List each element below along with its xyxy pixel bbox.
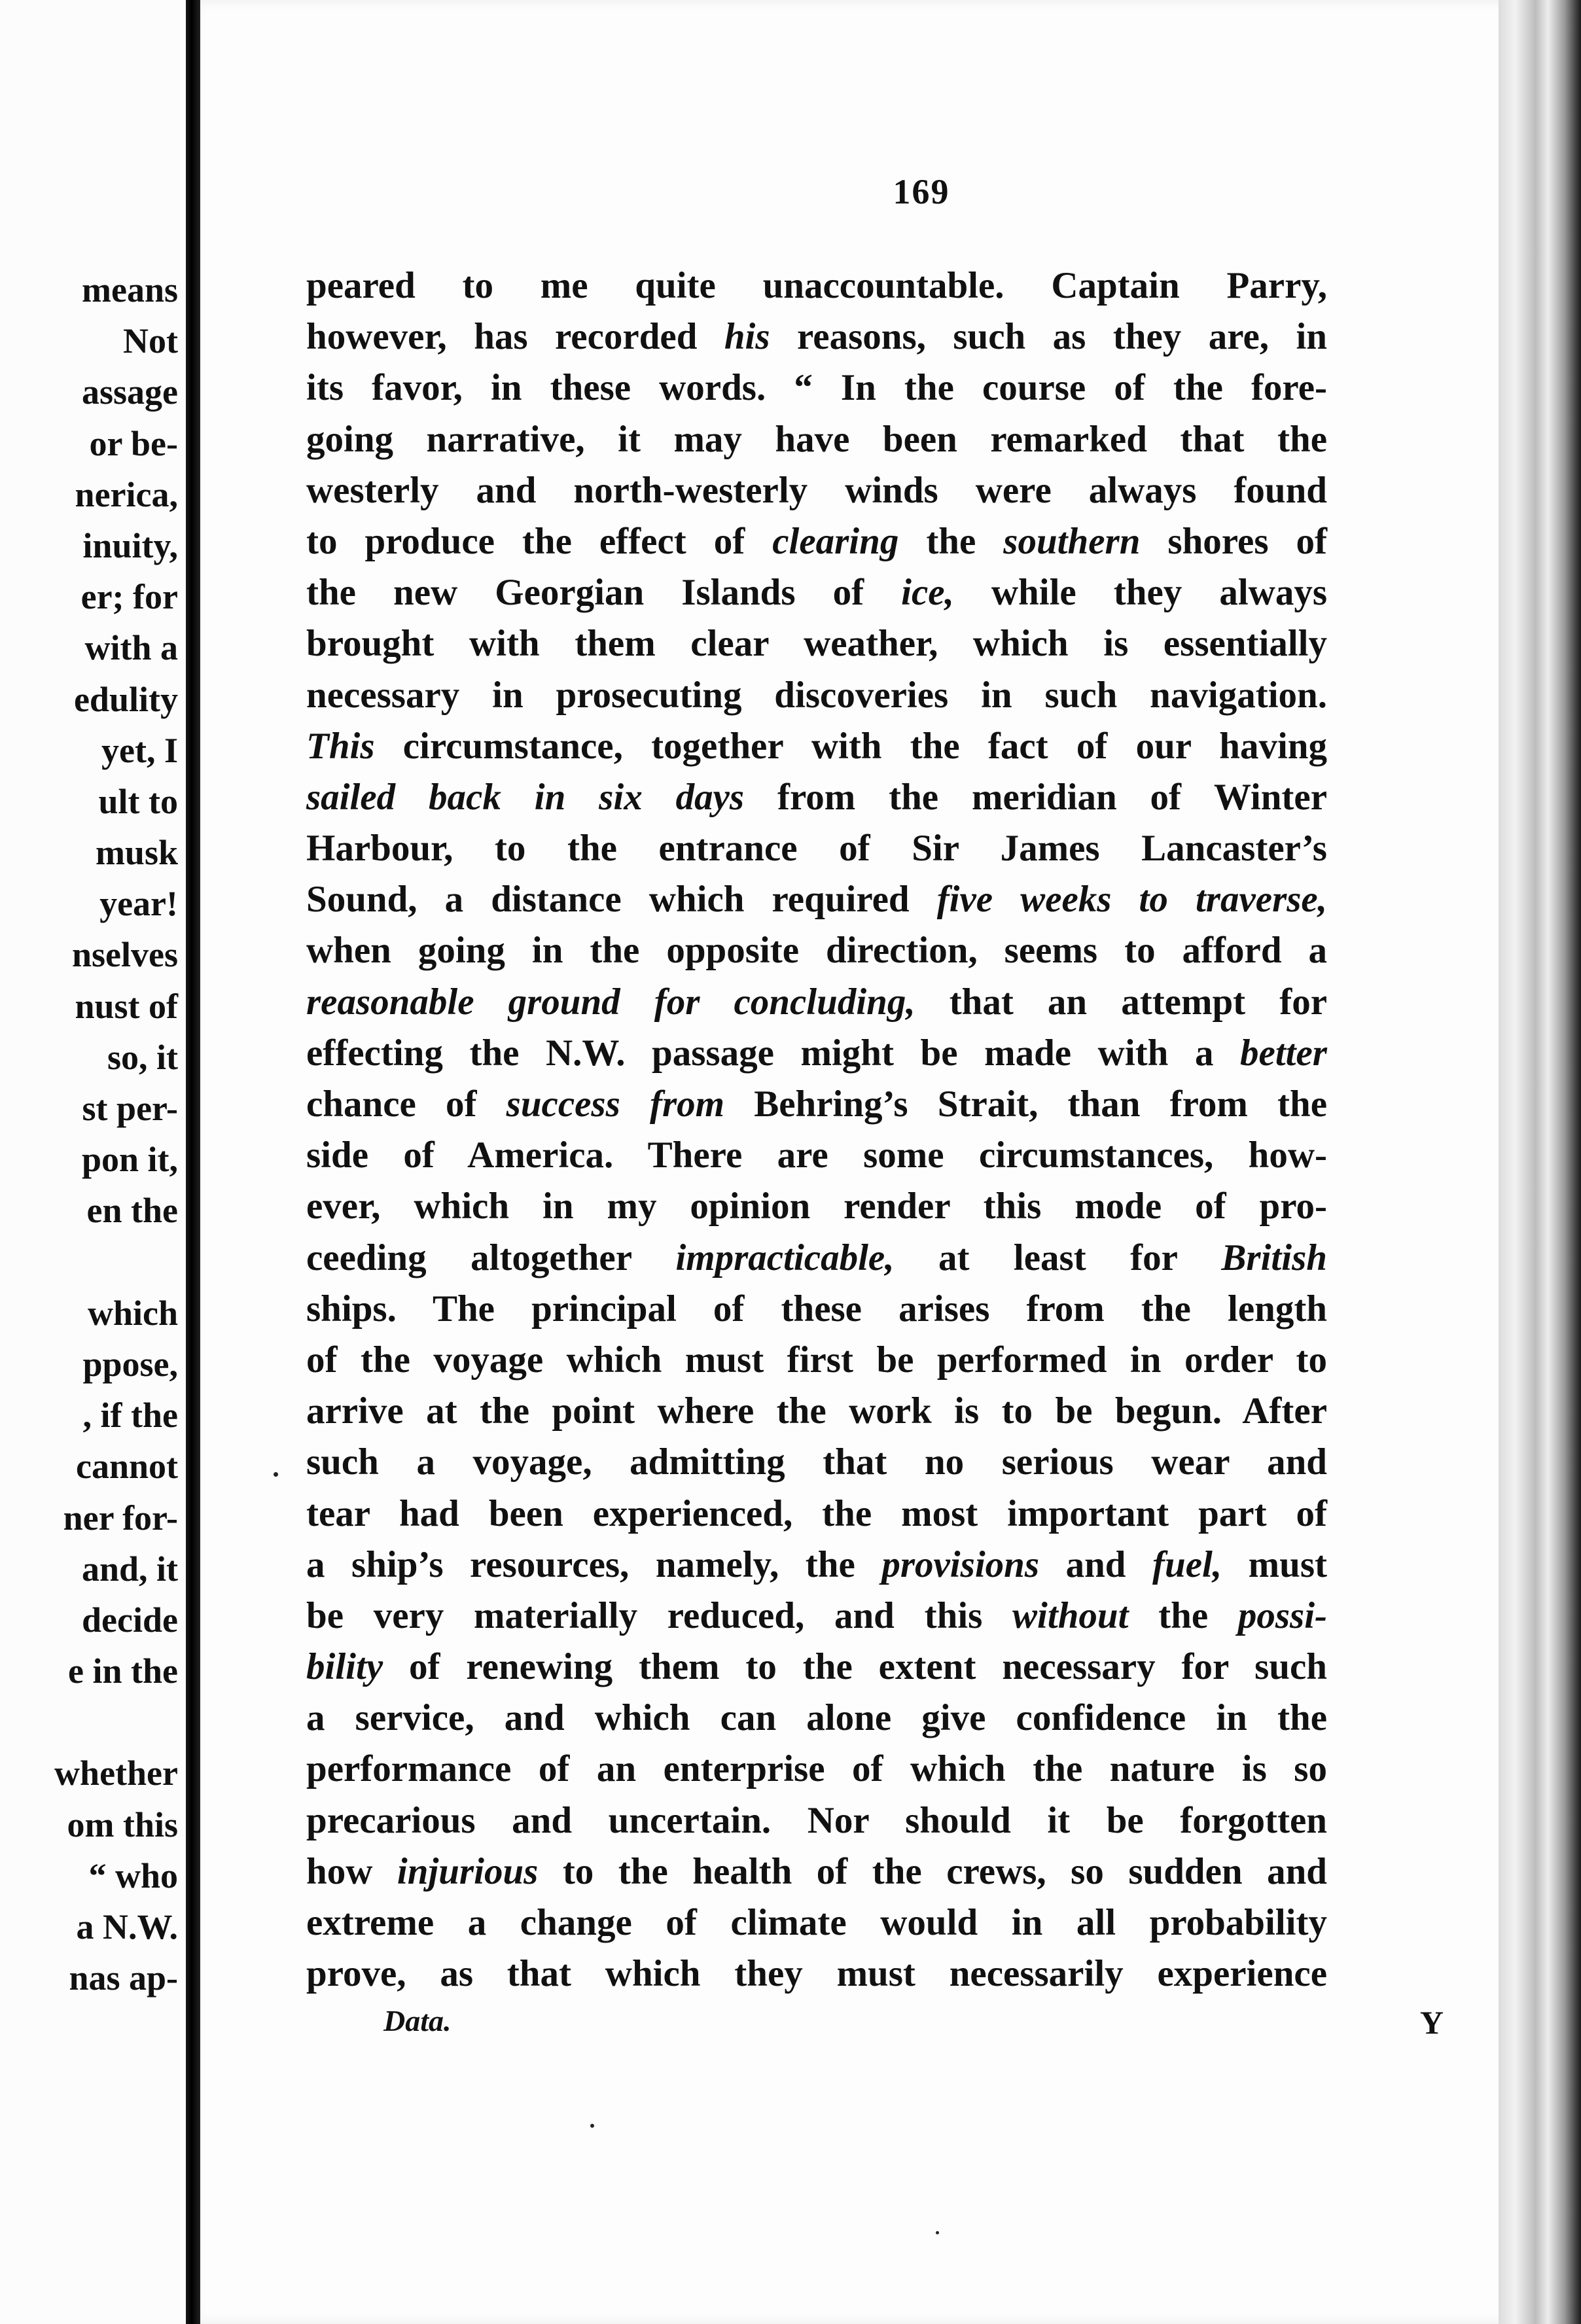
page-number: 169 bbox=[893, 172, 950, 211]
text-run: from the meridian of Winter bbox=[744, 776, 1327, 818]
page-footer bbox=[383, 2003, 1444, 2049]
ink-speck bbox=[936, 2231, 939, 2234]
text-run: when going in the opposite direction, seems to afford a bbox=[306, 930, 1327, 972]
book-gutter bbox=[186, 0, 200, 2324]
italic-run: This bbox=[306, 725, 375, 767]
previous-page-line: a N.W. bbox=[76, 1907, 178, 1946]
text-line bbox=[306, 874, 1327, 925]
previous-page-fragment bbox=[0, 0, 186, 2324]
book-page bbox=[200, 0, 1525, 2324]
text-run: arrive at the point where the work is to be begun. After bbox=[306, 1390, 1327, 1432]
text-line bbox=[306, 1897, 1327, 1948]
text-run: while they always bbox=[953, 572, 1328, 614]
text-run: Harbour, to the entrance of Sir James Lancaster’s bbox=[306, 828, 1327, 870]
previous-page-line: musk bbox=[95, 833, 178, 873]
text-line bbox=[306, 1284, 1327, 1335]
text-line bbox=[306, 1488, 1327, 1540]
text-run: going narrative, it may have been remarked that the bbox=[306, 418, 1327, 460]
text-run: performance of an enterprise of which the nature is so bbox=[306, 1748, 1327, 1790]
text-line bbox=[306, 977, 1327, 1028]
text-run: chance of bbox=[306, 1083, 506, 1125]
text-line bbox=[306, 516, 1327, 567]
italic-run: provisions bbox=[881, 1543, 1040, 1585]
previous-page-line: ult to bbox=[98, 781, 178, 821]
text-line bbox=[306, 567, 1327, 618]
previous-page-line: so, it bbox=[107, 1037, 178, 1077]
text-line bbox=[306, 414, 1327, 465]
previous-page-line: en the bbox=[86, 1191, 178, 1231]
previous-page-line: ppose, bbox=[82, 1344, 178, 1384]
text-run: circumstance, together with the fact of our having bbox=[374, 725, 1327, 767]
text-line bbox=[306, 1948, 1327, 1999]
text-run: of the voyage which must first be performed in order to bbox=[306, 1339, 1327, 1381]
text-line bbox=[306, 1028, 1327, 1079]
previous-page-line: or be- bbox=[89, 423, 178, 463]
text-line bbox=[306, 1386, 1327, 1437]
italic-run: possi- bbox=[1237, 1594, 1328, 1636]
previous-page-text bbox=[0, 264, 178, 2003]
text-run: precarious and uncertain. Nor should it be forgotten bbox=[306, 1799, 1327, 1841]
sheet-letter: Y bbox=[1419, 2004, 1444, 2041]
italic-run: southern bbox=[1003, 520, 1141, 562]
signature-mark: Data. bbox=[383, 2004, 452, 2037]
text-run: to the health of the crews, so sudden and bbox=[538, 1850, 1327, 1892]
italic-run: injurious bbox=[397, 1850, 539, 1892]
previous-page-line: yet, I bbox=[101, 730, 178, 770]
previous-page-line: e in the bbox=[68, 1651, 178, 1691]
text-line bbox=[306, 772, 1327, 823]
italic-run: five weeks to traverse, bbox=[936, 879, 1327, 921]
text-run: reasons, such as they are, in bbox=[770, 316, 1327, 358]
text-run: must bbox=[1222, 1543, 1327, 1585]
text-line bbox=[306, 1846, 1327, 1897]
text-line bbox=[306, 1642, 1327, 1693]
previous-page-line: “ who bbox=[88, 1856, 178, 1895]
previous-page-line: which bbox=[87, 1293, 178, 1333]
text-run: how bbox=[306, 1850, 397, 1892]
italic-run: sailed back in six days bbox=[306, 776, 745, 818]
text-run: a service, and which can alone give confidence in the bbox=[306, 1697, 1327, 1739]
text-line bbox=[306, 1437, 1327, 1488]
text-run: tear had been experienced, the most important part of bbox=[306, 1492, 1327, 1534]
text-run: side of America. There are some circumstances, how- bbox=[306, 1135, 1327, 1176]
previous-page-line: inuity, bbox=[82, 525, 178, 565]
text-run: westerly and north-westerly winds were always found bbox=[306, 469, 1327, 511]
text-line bbox=[306, 1079, 1327, 1130]
text-line bbox=[306, 260, 1327, 311]
text-run: and bbox=[1039, 1543, 1153, 1585]
previous-page-line: whether bbox=[54, 1753, 178, 1793]
text-run: Behring’s Strait, than from the bbox=[724, 1083, 1327, 1125]
italic-run: British bbox=[1221, 1237, 1327, 1278]
previous-page-line: edulity bbox=[73, 679, 178, 719]
text-line bbox=[306, 1744, 1327, 1795]
ink-speck bbox=[274, 1472, 278, 1477]
previous-page-line: nerica, bbox=[75, 474, 178, 514]
text-run: a ship’s resources, namely, the bbox=[306, 1543, 882, 1585]
text-run: effecting the N.W. passage might be made with a bbox=[306, 1032, 1241, 1074]
previous-page-line: assage bbox=[82, 372, 178, 412]
text-run: shores of bbox=[1140, 520, 1327, 562]
text-line bbox=[306, 925, 1327, 976]
text-run: ceeding altogether bbox=[306, 1237, 676, 1278]
italic-run: success from bbox=[506, 1083, 724, 1125]
text-line bbox=[306, 823, 1327, 874]
text-run: ever, which in my opinion render this mode of pro- bbox=[306, 1186, 1327, 1227]
text-line bbox=[306, 1591, 1327, 1642]
italic-run: ice, bbox=[901, 572, 954, 614]
text-line bbox=[306, 670, 1327, 721]
text-run: peared to me quite unaccountable. Captain Parry, bbox=[306, 265, 1327, 306]
text-line bbox=[306, 1130, 1327, 1181]
text-run: however, has recorded bbox=[306, 316, 724, 358]
page-edge-stack bbox=[1499, 0, 1581, 2324]
previous-page-line: nust of bbox=[75, 986, 178, 1026]
previous-page-line: with a bbox=[84, 628, 178, 668]
text-run: necessary in prosecuting discoveries in such navigation. bbox=[306, 674, 1327, 716]
italic-run: impracticable, bbox=[675, 1237, 895, 1278]
italic-run: better bbox=[1240, 1032, 1327, 1074]
italic-run: his bbox=[724, 316, 770, 358]
text-run: of renewing them to the extent necessary for such bbox=[383, 1646, 1327, 1688]
previous-page-line: year! bbox=[99, 884, 178, 924]
text-line bbox=[306, 362, 1327, 414]
previous-page-line: er; for bbox=[80, 577, 178, 617]
previous-page-line: ner for- bbox=[63, 1498, 178, 1538]
text-run: the new Georgian Islands of bbox=[306, 572, 902, 614]
text-run: the bbox=[1128, 1594, 1238, 1636]
text-line bbox=[306, 1693, 1327, 1744]
italic-run: fuel, bbox=[1152, 1543, 1222, 1585]
italic-run: bility bbox=[306, 1646, 383, 1688]
previous-page-line: om this bbox=[67, 1805, 178, 1844]
text-line bbox=[306, 1795, 1327, 1846]
text-run: extreme a change of climate would in all probability bbox=[306, 1902, 1327, 1943]
previous-page-line: , if the bbox=[82, 1396, 178, 1435]
previous-page-line: decide bbox=[82, 1600, 178, 1640]
text-line bbox=[306, 1181, 1327, 1232]
previous-page-line: and, it bbox=[81, 1549, 178, 1589]
previous-page-line: Not bbox=[123, 321, 178, 361]
text-line bbox=[306, 1233, 1327, 1284]
text-run: ships. The principal of these arises from the length bbox=[306, 1288, 1327, 1329]
page-body-text bbox=[306, 260, 1327, 1999]
previous-page-line: st per- bbox=[82, 1089, 178, 1128]
text-run: its favor, in these words. “ In the course of the fore- bbox=[306, 367, 1327, 409]
previous-page-line: cannot bbox=[75, 1447, 178, 1487]
text-line bbox=[306, 1335, 1327, 1386]
text-line bbox=[306, 311, 1327, 362]
text-run: at least for bbox=[894, 1237, 1222, 1278]
text-run: to produce the effect of bbox=[306, 520, 773, 562]
text-line bbox=[306, 1540, 1327, 1591]
text-run: brought with them clear weather, which is essentially bbox=[306, 623, 1327, 665]
text-run: be very materially reduced, and this bbox=[306, 1594, 1012, 1636]
previous-page-line: pon it, bbox=[81, 1140, 178, 1180]
ink-speck bbox=[590, 2124, 594, 2128]
italic-run: without bbox=[1012, 1594, 1129, 1636]
text-run: such a voyage, admitting that no serious wear and bbox=[306, 1441, 1327, 1483]
text-run: that an attempt for bbox=[915, 981, 1327, 1023]
text-line bbox=[306, 618, 1327, 669]
italic-run: reasonable ground for concluding, bbox=[306, 981, 915, 1023]
previous-page-line: nselves bbox=[72, 935, 178, 975]
text-line bbox=[306, 721, 1327, 772]
italic-run: clearing bbox=[772, 520, 899, 562]
previous-page-line: nas ap- bbox=[69, 1958, 178, 1998]
previous-page-line: means bbox=[82, 270, 178, 309]
text-run: prove, as that which they must necessarily experience bbox=[306, 1953, 1327, 1995]
text-run: Sound, a distance which required bbox=[306, 879, 937, 921]
text-run: the bbox=[898, 520, 1004, 562]
text-line bbox=[306, 465, 1327, 516]
